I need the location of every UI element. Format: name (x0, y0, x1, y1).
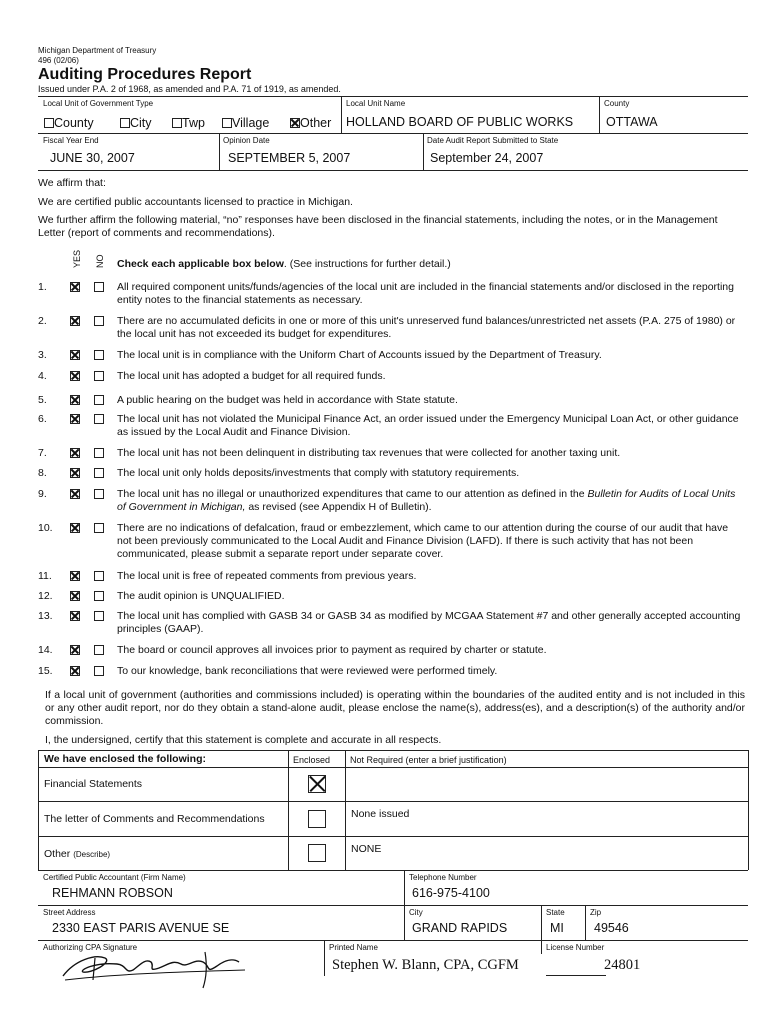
no-checkbox[interactable] (94, 523, 104, 533)
certify-statement: I, the undersigned, certify that this statement is complete and accurate in all respects. (45, 734, 442, 746)
letter-comments-enclosed-checkbox[interactable] (308, 810, 326, 828)
unit-type-county[interactable]: County (44, 116, 94, 130)
cpa-firm-value[interactable]: REHMANN ROBSON (52, 886, 173, 900)
yes-checkbox[interactable] (70, 591, 80, 601)
yes-checkbox[interactable] (70, 395, 80, 405)
zip-label: Zip (590, 908, 602, 917)
yes-checkbox[interactable] (70, 282, 80, 292)
printed-name-value[interactable]: Stephen W. Blann, CPA, CGFM (332, 957, 519, 973)
agency-name: Michigan Department of Treasury (38, 46, 157, 55)
unit-type-village[interactable]: Village (222, 116, 269, 130)
enclosed-header: We have enclosed the following: (44, 753, 206, 765)
license-value[interactable]: 24801 (604, 957, 641, 973)
other-enclosed-checkbox[interactable] (308, 844, 326, 862)
city-value[interactable]: GRAND RAPIDS (412, 921, 508, 935)
affirm-intro: We affirm that: (38, 177, 106, 189)
no-checkbox[interactable] (94, 414, 104, 424)
submitted-date-label: Date Audit Report Submitted to State (427, 136, 559, 145)
not-required-column-label: Not Required (enter a brief justification) (350, 755, 507, 765)
no-checkbox[interactable] (94, 611, 104, 621)
no-checkbox[interactable] (94, 489, 104, 499)
no-checkbox[interactable] (94, 350, 104, 360)
yes-checkbox[interactable] (70, 489, 80, 499)
affirm-line-2: We further affirm the following material, “no” responses have been disclosed in the financial statements, including the notes, or in the Management Letter (report of comments and recommendations). (38, 214, 718, 239)
no-checkbox[interactable] (94, 282, 104, 292)
yes-checkbox[interactable] (70, 571, 80, 581)
yes-checkbox[interactable] (70, 666, 80, 676)
county-label: County (604, 99, 630, 108)
no-checkbox[interactable] (94, 591, 104, 601)
yes-checkbox[interactable] (70, 350, 80, 360)
street-value[interactable]: 2330 EAST PARIS AVENUE SE (52, 921, 230, 935)
submitted-date-value[interactable]: September 24, 2007 (430, 151, 544, 165)
county-value[interactable]: OTTAWA (606, 115, 658, 129)
no-checkbox[interactable] (94, 448, 104, 458)
unit-type-city[interactable]: City (120, 116, 152, 130)
no-checkbox[interactable] (94, 395, 104, 405)
unit-type-twp[interactable]: Twp (172, 116, 205, 130)
other-label: Other (Describe) (44, 848, 111, 860)
no-checkbox[interactable] (94, 316, 104, 326)
unit-name-value[interactable]: HOLLAND BOARD OF PUBLIC WORKS (346, 115, 574, 129)
unit-type-label: Local Unit of Government Type (43, 99, 154, 108)
letter-comments-note[interactable]: None issued (351, 808, 410, 820)
no-checkbox[interactable] (94, 666, 104, 676)
checkbox-county[interactable] (44, 118, 54, 128)
yes-checkbox[interactable] (70, 316, 80, 326)
state-value[interactable]: MI (550, 921, 564, 935)
no-checkbox[interactable] (94, 571, 104, 581)
affirm-line-1: We are certified public accountants licensed to practice in Michigan. (38, 196, 353, 208)
page-subtitle: Issued under P.A. 2 of 1968, as amended and P.A. 71 of 1919, as amended. (38, 84, 341, 94)
unit-name-label: Local Unit Name (346, 99, 406, 108)
unit-type-other[interactable]: Other (290, 116, 331, 130)
other-units-paragraph: If a local unit of government (authorities and commissions included) is operating within the boundaries of the audited entity and is not included in this or any other audit report, nor do they obtain a stand-alone audit, please enclose the name(s), address(es), and a description(s) of the authority and/or commission. (45, 689, 745, 727)
yes-column-label: YES (72, 249, 82, 268)
phone-label: Telephone Number (409, 873, 477, 882)
yes-checkbox[interactable] (70, 523, 80, 533)
page-title: Auditing Procedures Report (38, 66, 252, 83)
checkbox-other[interactable] (290, 118, 300, 128)
yes-checkbox[interactable] (70, 645, 80, 655)
printed-name-label: Printed Name (329, 943, 378, 952)
cpa-signature (55, 940, 255, 990)
yes-checkbox[interactable] (70, 448, 80, 458)
no-checkbox[interactable] (94, 371, 104, 381)
financial-statements-enclosed-checkbox[interactable] (308, 775, 326, 793)
opinion-date-label: Opinion Date (223, 136, 270, 145)
yes-checkbox[interactable] (70, 371, 80, 381)
yes-checkbox[interactable] (70, 611, 80, 621)
license-label: License Number (546, 943, 605, 952)
form-number: 496 (02/06) (38, 56, 79, 65)
checkbox-twp[interactable] (172, 118, 182, 128)
state-label: State (546, 908, 565, 917)
opinion-date-value[interactable]: SEPTEMBER 5, 2007 (228, 151, 351, 165)
yes-checkbox[interactable] (70, 468, 80, 478)
other-note[interactable]: NONE (351, 843, 382, 855)
city-label: City (409, 908, 423, 917)
signature-label: Authorizing CPA Signature (43, 943, 138, 952)
street-label: Street Address (43, 908, 96, 917)
no-column-label: NO (95, 254, 105, 268)
no-checkbox[interactable] (94, 468, 104, 478)
financial-statements-label: Financial Statements (44, 778, 143, 790)
cpa-firm-label: Certified Public Accountant (Firm Name) (43, 873, 186, 882)
phone-value[interactable]: 616-975-4100 (412, 886, 490, 900)
zip-value[interactable]: 49546 (594, 921, 629, 935)
fiscal-year-value[interactable]: JUNE 30, 2007 (50, 151, 135, 165)
no-checkbox[interactable] (94, 645, 104, 655)
letter-comments-label: The letter of Comments and Recommendations (44, 813, 265, 825)
check-instruction: Check each applicable box below. (See instructions for further detail.) (117, 258, 451, 270)
checkbox-village[interactable] (222, 118, 232, 128)
enclosed-column-label: Enclosed (293, 755, 331, 765)
yes-checkbox[interactable] (70, 414, 80, 424)
fiscal-year-label: Fiscal Year End (43, 136, 99, 145)
checkbox-city[interactable] (120, 118, 130, 128)
